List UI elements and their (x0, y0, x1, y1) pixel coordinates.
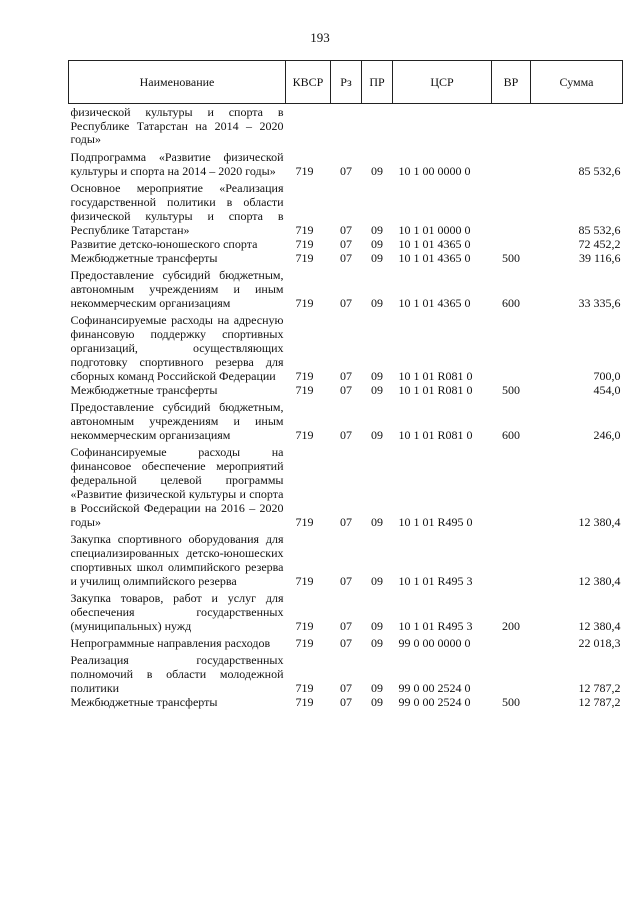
header-sum: Сумма (531, 61, 623, 104)
row-pr: 09 (371, 635, 383, 650)
header-csr: ЦСР (393, 61, 492, 104)
row-kvsr: 719 (295, 573, 314, 588)
table-row (69, 650, 623, 695)
table-row (69, 310, 623, 383)
table-row (69, 588, 623, 633)
row-rz: 07 (340, 236, 352, 251)
row-kvsr: 719 (295, 236, 314, 251)
row-sum: 454,0 (593, 382, 621, 397)
row-vr (492, 178, 531, 237)
row-rz: 07 (340, 250, 352, 265)
row-name: Реализация государственных полномочий в области молодежной политики (70, 652, 284, 695)
row-kvsr: 719 (295, 514, 314, 529)
row-csr: 10 1 01 R495 3 (398, 618, 473, 633)
row-sum: 72 452,2 (578, 236, 621, 251)
row-vr (492, 442, 531, 529)
row-name: Закупка товаров, работ и услуг для обеспечения государственных (муниципальных) нужд (70, 590, 284, 633)
table-header-row (69, 61, 623, 104)
row-pr: 09 (371, 382, 383, 397)
row-vr (492, 310, 531, 383)
row-pr: 09 (371, 680, 383, 695)
row-sum: 700,0 (593, 368, 621, 383)
row-vr (492, 529, 531, 588)
table-row (69, 265, 623, 310)
row-kvsr: 719 (295, 295, 314, 310)
row-pr: 09 (371, 514, 383, 529)
row-vr (492, 650, 531, 695)
row-kvsr: 719 (295, 618, 314, 633)
row-vr: 600 (502, 295, 520, 310)
row-sum: 12 380,4 (578, 618, 621, 633)
table-row (69, 237, 623, 251)
header-pr: ПР (362, 61, 393, 104)
row-kvsr: 719 (295, 694, 314, 709)
row-vr (492, 237, 531, 251)
row-sum: 22 018,3 (578, 635, 621, 650)
row-name: Межбюджетные трансферты (70, 382, 218, 397)
row-pr: 09 (371, 368, 383, 383)
row-name: Развитие детско-юношеского спорта (70, 236, 258, 251)
row-vr: 500 (502, 694, 520, 709)
header-rz: Рз (331, 61, 362, 104)
row-kvsr: 719 (295, 635, 314, 650)
row-sum (531, 104, 623, 147)
header-vr: ВР (492, 61, 531, 104)
row-sum: 12 380,4 (578, 514, 621, 529)
row-name: физической культуры и спорта в Республике Татарстан на 2014 – 2020 годы» (70, 105, 284, 146)
row-pr: 09 (371, 295, 383, 310)
row-rz: 07 (340, 368, 352, 383)
row-name: Непрограммные направления расходов (70, 635, 271, 650)
table-row (69, 633, 623, 650)
row-name: Межбюджетные трансферты (70, 694, 218, 709)
row-vr: 600 (502, 427, 520, 442)
row-name: Закупка спортивного оборудования для специализированных детско-юношеских спортивных школ олимпийского резерва и училищ олимпийского резерва (70, 531, 284, 588)
row-name: Основное мероприятие «Реализация государственной политики в области физической культуры и спорта в Республике Татарстан» (70, 180, 284, 237)
row-sum: 12 787,2 (578, 694, 621, 709)
row-pr (362, 104, 393, 147)
row-csr: 10 1 01 R081 0 (398, 382, 473, 397)
row-csr: 10 1 01 4365 0 (398, 236, 471, 251)
row-kvsr: 719 (295, 163, 314, 178)
row-csr: 99 0 00 2524 0 (398, 680, 471, 695)
table-row (69, 397, 623, 442)
row-pr: 09 (371, 250, 383, 265)
row-csr: 10 1 01 0000 0 (398, 222, 471, 237)
row-csr: 99 0 00 0000 0 (398, 635, 471, 650)
row-sum: 39 116,6 (578, 250, 621, 265)
row-pr: 09 (371, 573, 383, 588)
row-rz (331, 104, 362, 147)
row-sum: 12 787,2 (578, 680, 621, 695)
row-kvsr (286, 104, 331, 147)
row-csr: 10 1 01 R495 0 (398, 514, 473, 529)
row-pr: 09 (371, 427, 383, 442)
row-csr: 10 1 01 4365 0 (398, 295, 471, 310)
row-csr: 10 1 00 0000 0 (398, 163, 471, 178)
row-name: Предоставление субсидий бюджетным, автономным учреждениям и иным некоммерческим организациям (70, 399, 284, 442)
row-rz: 07 (340, 694, 352, 709)
row-vr (492, 104, 531, 147)
row-csr: 10 1 01 R081 0 (398, 427, 473, 442)
table-row (69, 383, 623, 397)
row-csr: 10 1 01 R495 3 (398, 573, 473, 588)
row-sum: 85 532,6 (578, 163, 621, 178)
row-rz: 07 (340, 680, 352, 695)
row-name: Софинансируемые расходы на финансовое обеспечение мероприятий федеральной целевой программы «Развитие физической культуры и спорта в Российской Федерации на 2016 – 2020 годы» (70, 444, 284, 529)
row-kvsr: 719 (295, 222, 314, 237)
row-rz: 07 (340, 382, 352, 397)
row-pr: 09 (371, 694, 383, 709)
row-kvsr: 719 (295, 250, 314, 265)
row-csr: 10 1 01 R081 0 (398, 368, 473, 383)
table-row (69, 529, 623, 588)
row-rz: 07 (340, 618, 352, 633)
table-row (69, 147, 623, 178)
row-sum: 33 335,6 (578, 295, 621, 310)
row-pr: 09 (371, 163, 383, 178)
row-csr (393, 104, 492, 147)
row-pr: 09 (371, 618, 383, 633)
row-rz: 07 (340, 295, 352, 310)
row-rz: 07 (340, 573, 352, 588)
row-rz: 07 (340, 163, 352, 178)
table-row (69, 442, 623, 529)
row-vr: 500 (502, 250, 520, 265)
row-vr: 200 (502, 618, 520, 633)
row-sum: 12 380,4 (578, 573, 621, 588)
page-number: 193 (310, 30, 330, 45)
row-pr: 09 (371, 222, 383, 237)
row-kvsr: 719 (295, 382, 314, 397)
header-name: Наименование (69, 61, 286, 104)
row-kvsr: 719 (295, 680, 314, 695)
row-name: Межбюджетные трансферты (70, 250, 218, 265)
row-sum: 85 532,6 (578, 222, 621, 237)
row-rz: 07 (340, 222, 352, 237)
row-rz: 07 (340, 427, 352, 442)
row-kvsr: 719 (295, 427, 314, 442)
header-kvsr: КВСР (286, 61, 331, 104)
row-rz: 07 (340, 635, 352, 650)
row-vr (492, 147, 531, 178)
row-csr: 99 0 00 2524 0 (398, 694, 471, 709)
row-rz: 07 (340, 514, 352, 529)
row-kvsr: 719 (295, 368, 314, 383)
table-row (69, 695, 623, 709)
row-vr: 500 (502, 382, 520, 397)
row-name: Подпрограмма «Развитие физической культуры и спорта на 2014 – 2020 годы» (70, 149, 284, 178)
row-name: Софинансируемые расходы на адресную финансовую поддержку спортивных организаций, осуществляющих подготовку спортивного резерва для сборных команд Российской Федерации (70, 312, 284, 383)
row-csr: 10 1 01 4365 0 (398, 250, 471, 265)
budget-table (68, 60, 623, 709)
row-sum: 246,0 (593, 427, 621, 442)
table-row (69, 178, 623, 237)
row-name: Предоставление субсидий бюджетным, автономным учреждениям и иным некоммерческим организациям (70, 267, 284, 310)
row-vr (492, 633, 531, 650)
table-row (69, 104, 623, 147)
table-row (69, 251, 623, 265)
row-pr: 09 (371, 236, 383, 251)
